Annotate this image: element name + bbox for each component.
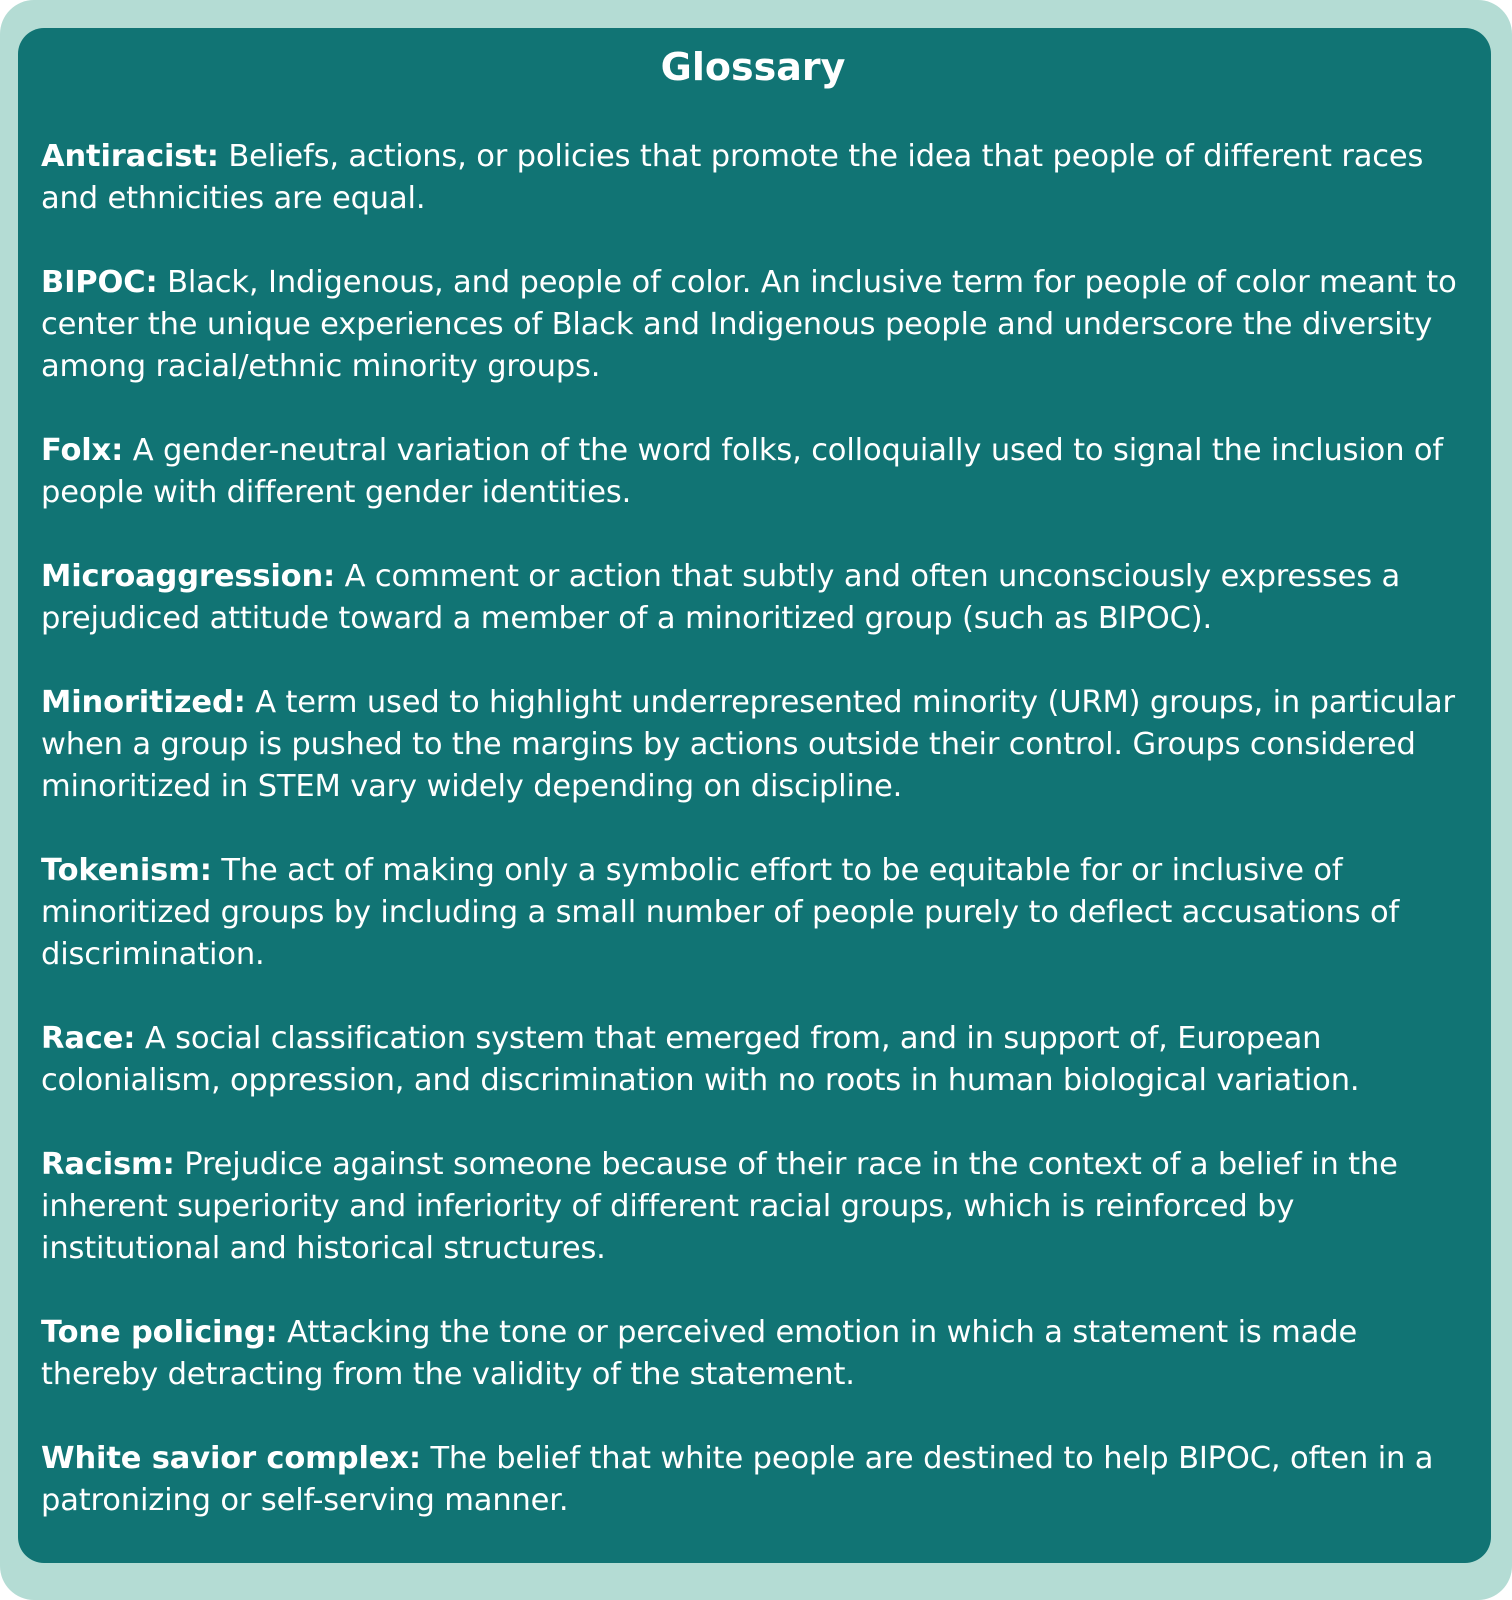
glossary-entry-racism [41, 1144, 1465, 1270]
glossary-term: Tokenism: [41, 853, 212, 888]
glossary-entry-race [41, 1018, 1465, 1102]
glossary-definition: The act of making only a symbolic effort to be equitable for or inclusive of minoritized groups by including a small number of people purely to deflect accusations of discrimination. [41, 853, 1400, 972]
glossary-term: Microaggression: [41, 559, 336, 594]
glossary-definition: Black, Indigenous, and people of color. An inclusive term for people of color meant to center the unique experiences of Black and Indigenous people and underscore the diversity among racial/ethnic minority groups. [41, 265, 1457, 384]
glossary-panel [18, 28, 1491, 1563]
glossary-entry-antiracist [41, 136, 1465, 220]
glossary-term: Antiracist: [41, 139, 219, 174]
glossary-definition: Prejudice against someone because of their race in the context of a belief in the inherent superiority and inferiority of different racial groups, which is reinforced by institutional and historical structures. [41, 1147, 1398, 1266]
glossary-definition: A social classification system that emerged from, and in support of, European colonialism, oppression, and discrimination with no roots in human biological variation. [41, 1021, 1360, 1098]
glossary-entry-minoritized [41, 682, 1465, 808]
glossary-definition: A comment or action that subtly and often unconsciously expresses a prejudiced attitude toward a member of a minoritized group (such as BIPOC). [41, 559, 1401, 636]
glossary-entry-white-savior-complex [41, 1438, 1465, 1522]
glossary-term: Minoritized: [41, 685, 246, 720]
glossary-entry-tokenism [41, 850, 1465, 976]
glossary-term: Tone policing: [41, 1315, 278, 1350]
glossary-entry-microaggression [41, 556, 1465, 640]
glossary-term: Race: [41, 1021, 136, 1056]
glossary-entry-tone-policing [41, 1312, 1465, 1396]
glossary-definition: Attacking the tone or perceived emotion in which a statement is made thereby detracting from the validity of the statement. [41, 1315, 1358, 1392]
glossary-term: White savior complex: [41, 1441, 421, 1476]
glossary-definition: The belief that white people are destined to help BIPOC, often in a patronizing or self-serving manner. [41, 1441, 1434, 1518]
glossary-entry-bipoc [41, 262, 1465, 388]
glossary-entry-folx [41, 430, 1465, 514]
glossary-title: Glossary [660, 45, 846, 89]
glossary-definition: A gender-neutral variation of the word folks, colloquially used to signal the inclusion of people with different gender identities. [41, 433, 1444, 510]
glossary-term: BIPOC: [41, 265, 158, 300]
glossary-definition: A term used to highlight underrepresented minority (URM) groups, in particular when a group is pushed to the margins by actions outside their control. Groups considered minoritized in STEM vary widely depending on discipline. [41, 685, 1455, 804]
glossary-definition: Beliefs, actions, or policies that promote the idea that people of different races and ethnicities are equal. [41, 139, 1424, 216]
glossary-term: Racism: [41, 1147, 175, 1182]
glossary-term: Folx: [41, 433, 124, 468]
